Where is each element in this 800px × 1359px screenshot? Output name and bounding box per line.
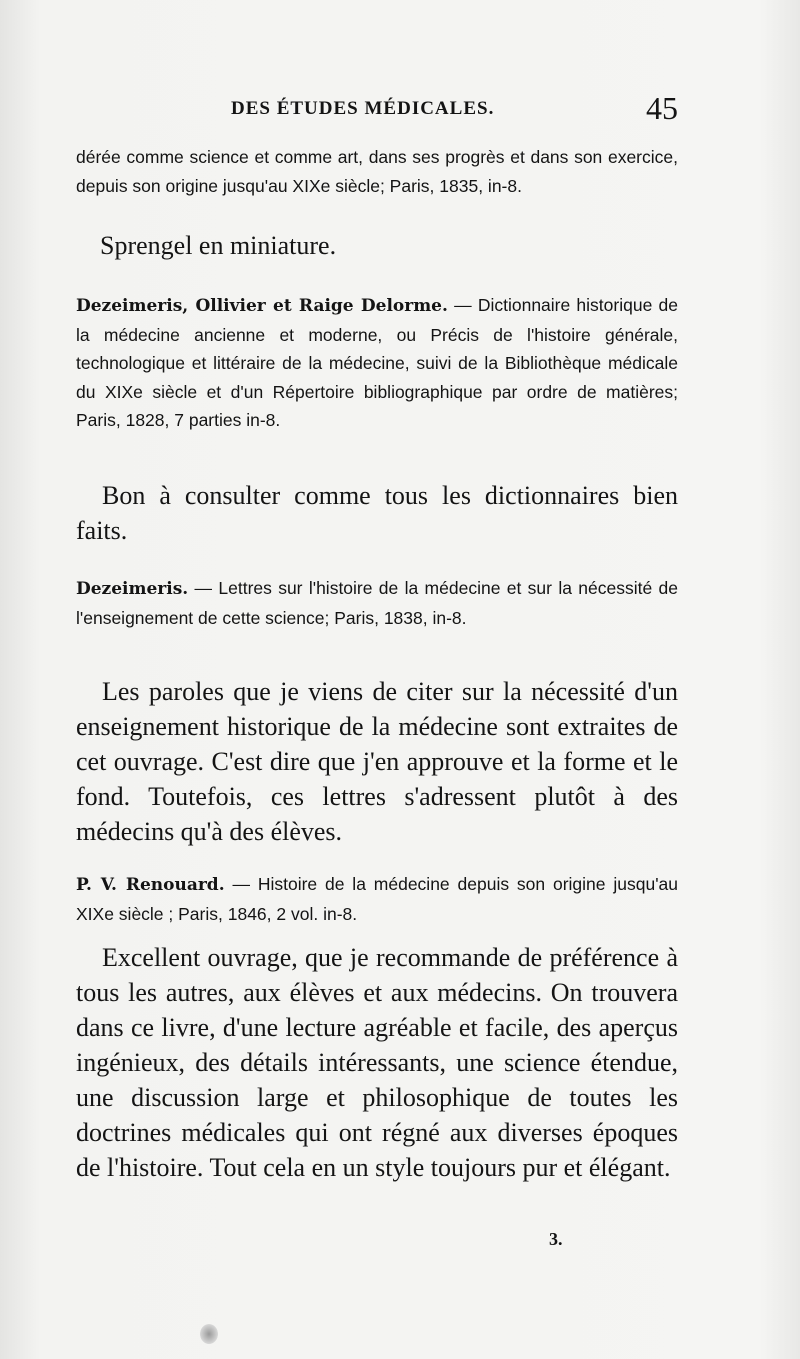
entry-1-citation: dérée comme science et comme art, dans ses progrès et dans son exercice, depuis son origine jusqu'au XIXe siècle; Paris, 1835, in-8. [76,147,678,196]
entry-2-text [76,291,678,435]
running-head: DES ÉTUDES MÉDICALES. [231,98,495,119]
entry-3-citation: — Lettres sur l'histoire de la médecine et sur la nécessité de l'enseignement de cette science; Paris, 1838, in-8. [76,578,678,628]
entry-3-citation-block [76,574,678,632]
entry-3-text [76,574,678,632]
entry-3-comment-block [76,674,678,849]
entry-2-author: Dezeimeris, Ollivier et Raige Delorme. [76,296,448,316]
entry-4-comment-block [76,940,678,1185]
page-number: 45 [646,90,678,126]
signature-mark: 3. [549,1229,563,1249]
entry-4-citation: — Histoire de la médecine depuis son origine jusqu'au XIXe siècle ; Paris, 1846, 2 vol. in-8. [76,874,679,924]
entry-4-text [76,870,678,928]
entry-2-comment-block [76,478,678,548]
entry-4-citation-block [76,870,678,928]
page-header [76,90,678,132]
entry-1-comment-block [76,228,678,263]
entry-4-comment: Excellent ouvrage, que je recommande de préférence à tous les autres, aux élèves et aux médecins. On trouvera dans ce livre, d'une lecture agréable et facile, des aperçus ingénieux, des détails intéressants, une science étendue, une discussion large et philosophique de toutes les doctrines médicales qui ont régné aux diverses époques de l'histoire. Tout cela en un style toujours pur et élégant. [76,943,678,1182]
entry-3-comment: Les paroles que je viens de citer sur la nécessité d'un enseignement historique de la médecine sont extraites de cet ouvrage. C'est dire que j'en approuve et la forme et le fond. Toutefois, ces lettres s'adressent plutôt à des médecins qu'à des élèves. [76,677,678,846]
entry-2-comment: Bon à consulter comme tous les dictionnaires bien faits. [76,481,678,545]
entry-1-citation-block [76,143,678,200]
entry-3-author: Dezeimeris. [76,579,189,599]
entry-2-citation-block [76,291,678,435]
entry-1-comment: Sprengel en miniature. [100,231,337,260]
entry-2-citation: — Dictionnaire historique de la médecine ancienne et moderne, ou Précis de l'histoire générale, technologique et littéraire de la médecine, suivi de la Bibliothèque médicale du XIXe siècle et d'un Répertoire bibliographique par ordre de matières; Paris, 1828, 7 parties in-8. [76,295,678,430]
ink-blot [200,1324,218,1344]
entry-4-author: P. V. Renouard. [76,875,225,895]
